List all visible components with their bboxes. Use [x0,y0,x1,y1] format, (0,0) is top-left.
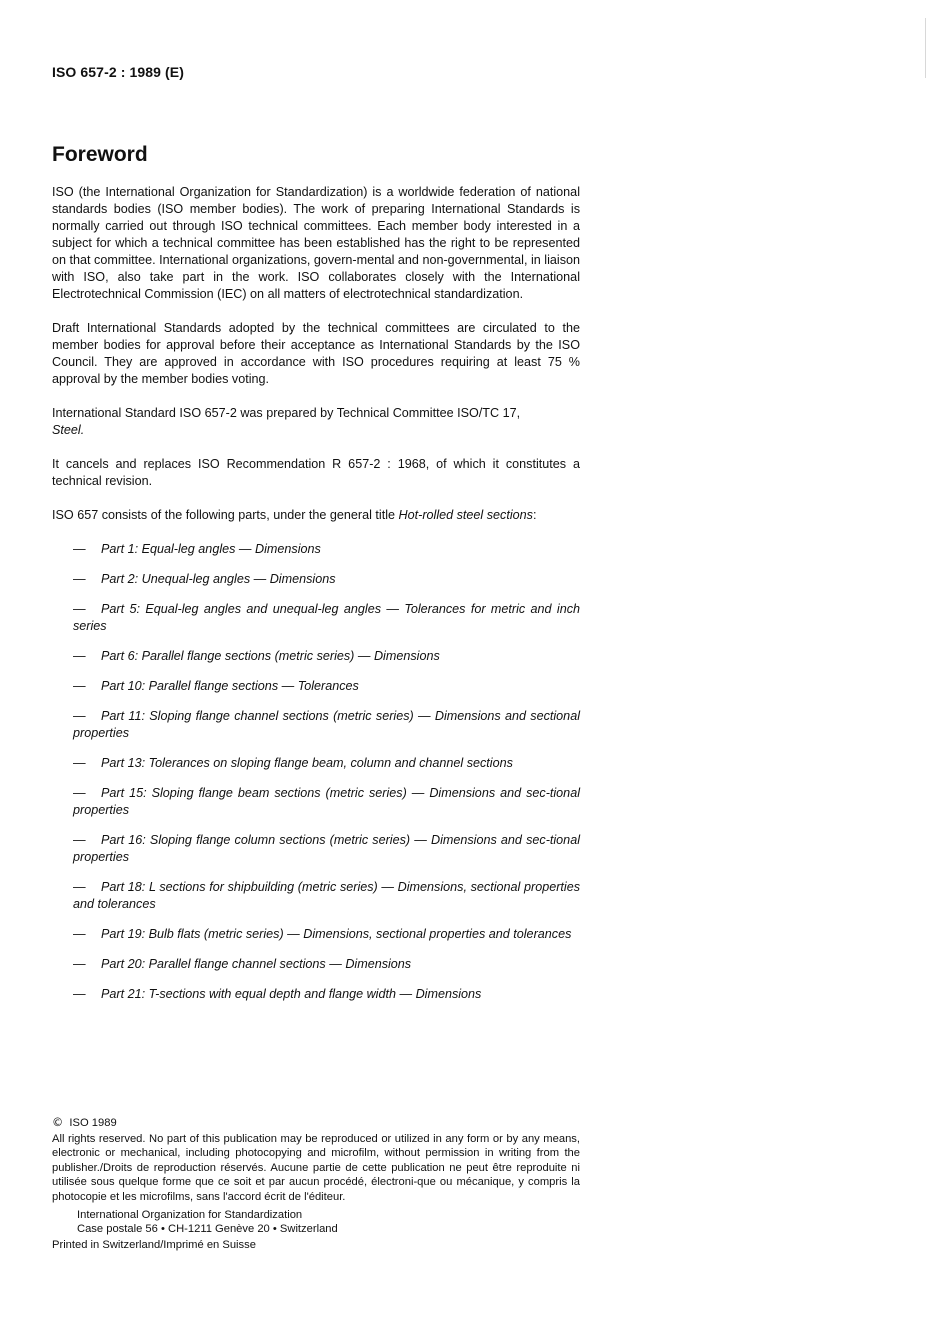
parts-list [52,541,580,1003]
dash-bullet: — [73,880,86,894]
dash-bullet: — [73,756,86,770]
part-title: Part 19: Bulb flats (metric series) — Dimensions, sectional properties and tolerances [101,927,572,941]
list-item [52,755,580,772]
foreword-paragraph-1: ISO (the International Organization for Standardization) is a worldwide federation of national standards bodies (ISO member bodies). The work of preparing International Standards is normally carried out through ISO technical committees. Each member body interested in a subject for which a technical committee has been established has the right to be represented on that committee. International organizations, govern-mental and non-governmental, in liaison with ISO, also take part in the work. ISO collaborates closely with the International Electrotechnical Commission (IEC) on all matters of electrotechnical standardization. [52,185,580,301]
foreword-paragraph-4: It cancels and replaces ISO Recommendation R 657-2 : 1968, of which it constitutes a technical revision. [52,457,580,488]
list-item [52,571,580,588]
part-title: Part 6: Parallel flange sections (metric series) — Dimensions [101,649,440,663]
part-title: Part 20: Parallel flange channel sections — Dimensions [101,957,412,971]
dash-bullet: — [73,649,86,663]
part-title: Part 18: L sections for shipbuilding (metric series) — Dimensions, sectional properties and tolerances [73,880,580,911]
foreword-title: Foreword [52,143,148,166]
foreword-paragraph-5 [52,507,580,524]
general-title: Hot-rolled steel sections [398,508,533,522]
copyright-block [52,1116,580,1252]
rights-statement: All rights reserved. No part of this publication may be reproduced or utilized in any form or by any means, electronic or mechanical, including photocopying and microfilm, without permission in writing from the publisher./Droits de reproduction réservés. Aucune partie de cette publication ne peut être reproduite ni utilisée sous quelque forme que ce soit et par aucun procédé, électroni-que ou mécanique, y compris la photocopie et les microfilms, sans l'accord écrit de l'éditeur. [52,1132,580,1203]
part-title: Part 15: Sloping flange beam sections (metric series) — Dimensions and sec-tional properties [73,786,580,817]
foreword-body [52,184,580,1016]
dash-bullet: — [73,542,86,556]
dash-bullet: — [73,987,86,1001]
committee-text: International Standard ISO 657-2 was prepared by Technical Committee ISO/TC 17, [52,406,521,420]
parts-intro-text: ISO 657 consists of the following parts, under the general title [52,508,396,522]
dash-bullet: — [73,927,86,941]
copyright-icon: © [52,1116,64,1129]
part-title: Part 21: T-sections with equal depth and flange width — Dimensions [101,987,482,1001]
publisher-address: Case postale 56 • CH-1211 Genève 20 • Switzerland [77,1223,338,1236]
list-item [52,832,580,866]
list-item [52,678,580,695]
list-item [52,986,580,1003]
part-title: Part 13: Tolerances on sloping flange beam, column and channel sections [101,756,513,770]
list-item [52,541,580,558]
list-item [52,785,580,819]
document-identifier: ISO 657-2 : 1989 (E) [52,64,184,80]
part-title: Part 1: Equal-leg angles — Dimensions [101,542,321,556]
list-item [52,956,580,973]
part-title: Part 16: Sloping flange column sections (metric series) — Dimensions and sec-tional properties [73,833,580,864]
committee-subject: Steel. [52,423,85,437]
scan-edge-mark [925,18,926,78]
dash-bullet: — [73,957,86,971]
foreword-paragraph-2: Draft International Standards adopted by the technical committees are circulated to the member bodies for approval before their acceptance as International Standards by the ISO Council. They are approved in accordance with ISO procedures requiring at least 75 % approval by the member bodies voting. [52,321,580,386]
dash-bullet: — [73,602,86,616]
dash-bullet: — [73,572,86,586]
dash-bullet: — [73,709,86,723]
part-title: Part 5: Equal-leg angles and unequal-leg angles — Tolerances for metric and inch series [73,602,580,633]
list-item [52,708,580,742]
publisher-name: International Organization for Standardization [77,1208,303,1221]
dash-bullet: — [73,833,86,847]
parts-intro-colon: : [532,508,537,522]
list-item [52,601,580,635]
printed-in: Printed in Switzerland/Imprimé en Suisse [52,1238,256,1251]
foreword-paragraph-3 [52,405,580,439]
part-title: Part 10: Parallel flange sections — Tolerances [101,679,359,693]
part-title: Part 11: Sloping flange channel sections (metric series) — Dimensions and sectional properties [73,709,580,740]
list-item [52,926,580,943]
copyright-line [52,1116,580,1131]
copyright-holder: ISO 1989 [69,1117,117,1129]
part-title: Part 2: Unequal-leg angles — Dimensions [101,572,336,586]
list-item [52,648,580,665]
dash-bullet: — [73,679,86,693]
dash-bullet: — [73,786,86,800]
list-item [52,879,580,913]
